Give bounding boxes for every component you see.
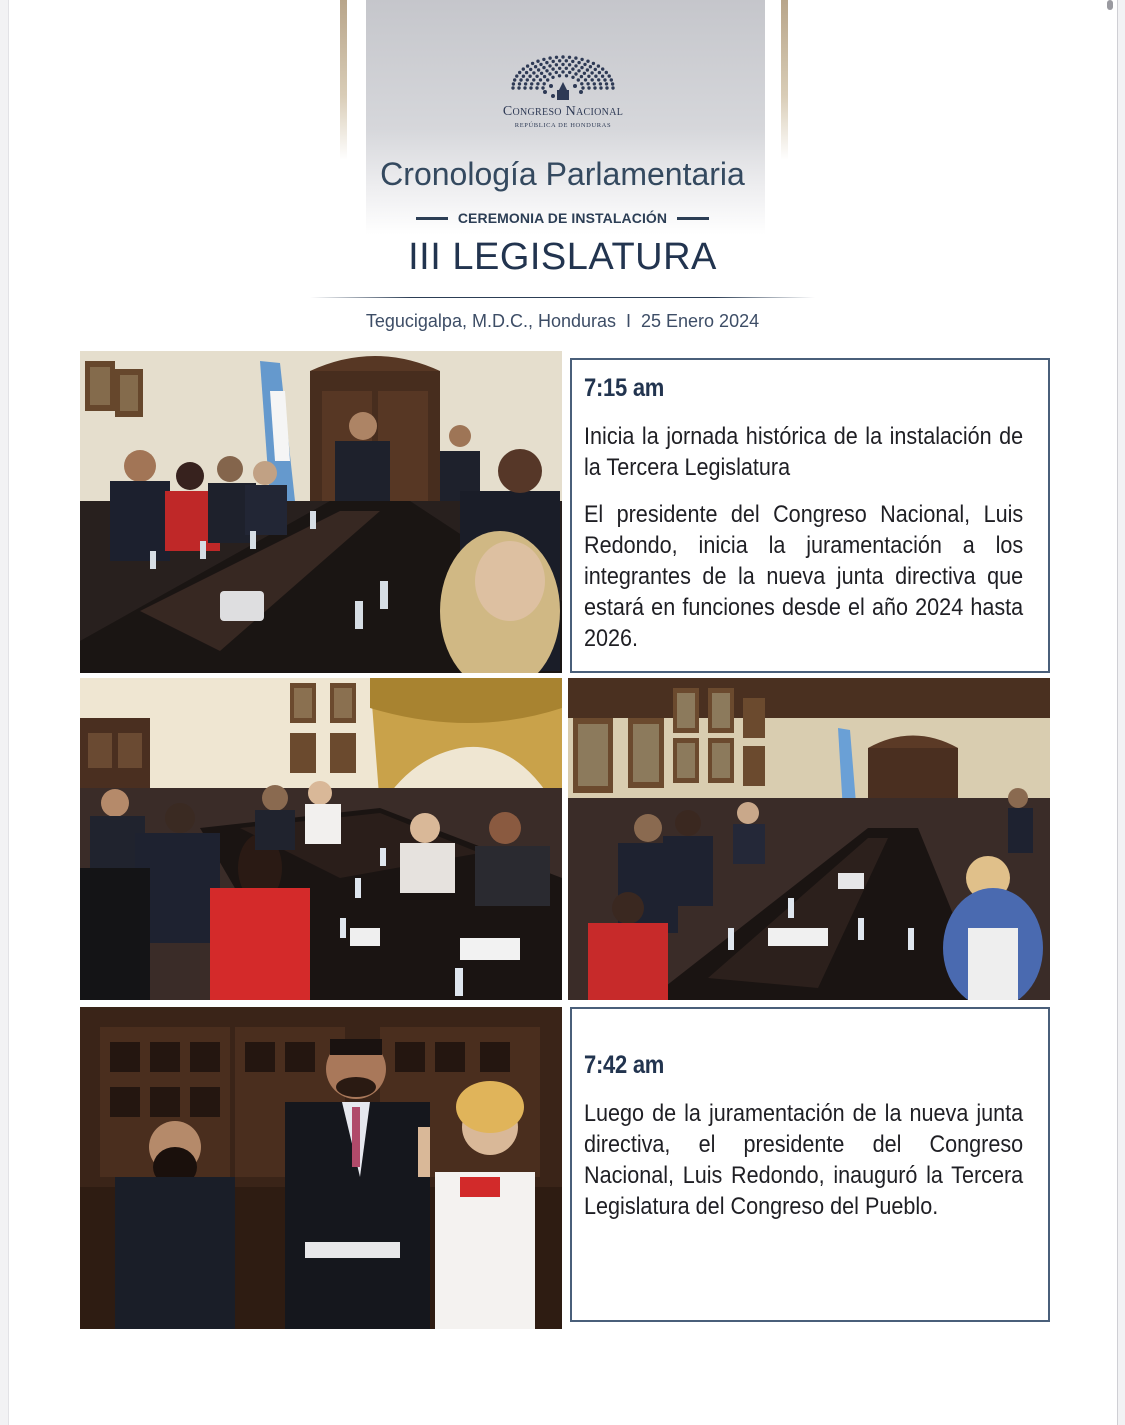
place-date: Tegucigalpa, M.D.C., Honduras I 25 Enero 2024: [365, 311, 760, 331]
logo-title: Congreso Nacional: [502, 104, 624, 119]
ceremony-heading: [300, 208, 825, 228]
legislature-title: III LEGISLATURA: [408, 236, 717, 278]
entry-time: 7:15 am: [584, 374, 665, 402]
page-title: Cronología Parlamentaria: [380, 156, 745, 192]
entry-time: 7:42 am: [584, 1051, 665, 1079]
heading-dash-left: [416, 217, 448, 220]
scrollbar-thumb[interactable]: [1107, 0, 1113, 10]
ceremony-label: CEREMONIA DE INSTALACIÓN: [457, 210, 668, 226]
photo-board-meeting: [80, 678, 562, 1000]
logo-subtitle: REPÚBLICA DE HONDURAS: [514, 122, 612, 129]
entry-paragraph: El presidente del Congreso Nacional, Luis Redondo, inicia la juramentación a los integrantes de la nueva junta directiva que estará en funciones desde el año 2024 hasta 2026.: [584, 501, 1024, 652]
decorative-pillar-left: [340, 0, 347, 160]
header-divider: [310, 297, 815, 298]
decorative-pillar-right: [781, 0, 788, 160]
timeline-entry-1: [570, 358, 1050, 673]
photo-assembly-hall: [568, 678, 1050, 1000]
timeline-entry-2: [570, 1007, 1050, 1322]
photo-swearing-in: [80, 1007, 562, 1329]
entry-paragraph: Luego de la juramentación de la nueva junta directiva, el presidente del Congreso Nacional, Luis Redondo, inauguró la Tercera Legislatura del Congreso del Pueblo.: [584, 1100, 1024, 1220]
entry-paragraph: Inicia la jornada histórica de la instalación de la Tercera Legislatura: [584, 423, 1024, 481]
photo-session-hall: [80, 351, 562, 673]
heading-dash-right: [677, 217, 709, 220]
